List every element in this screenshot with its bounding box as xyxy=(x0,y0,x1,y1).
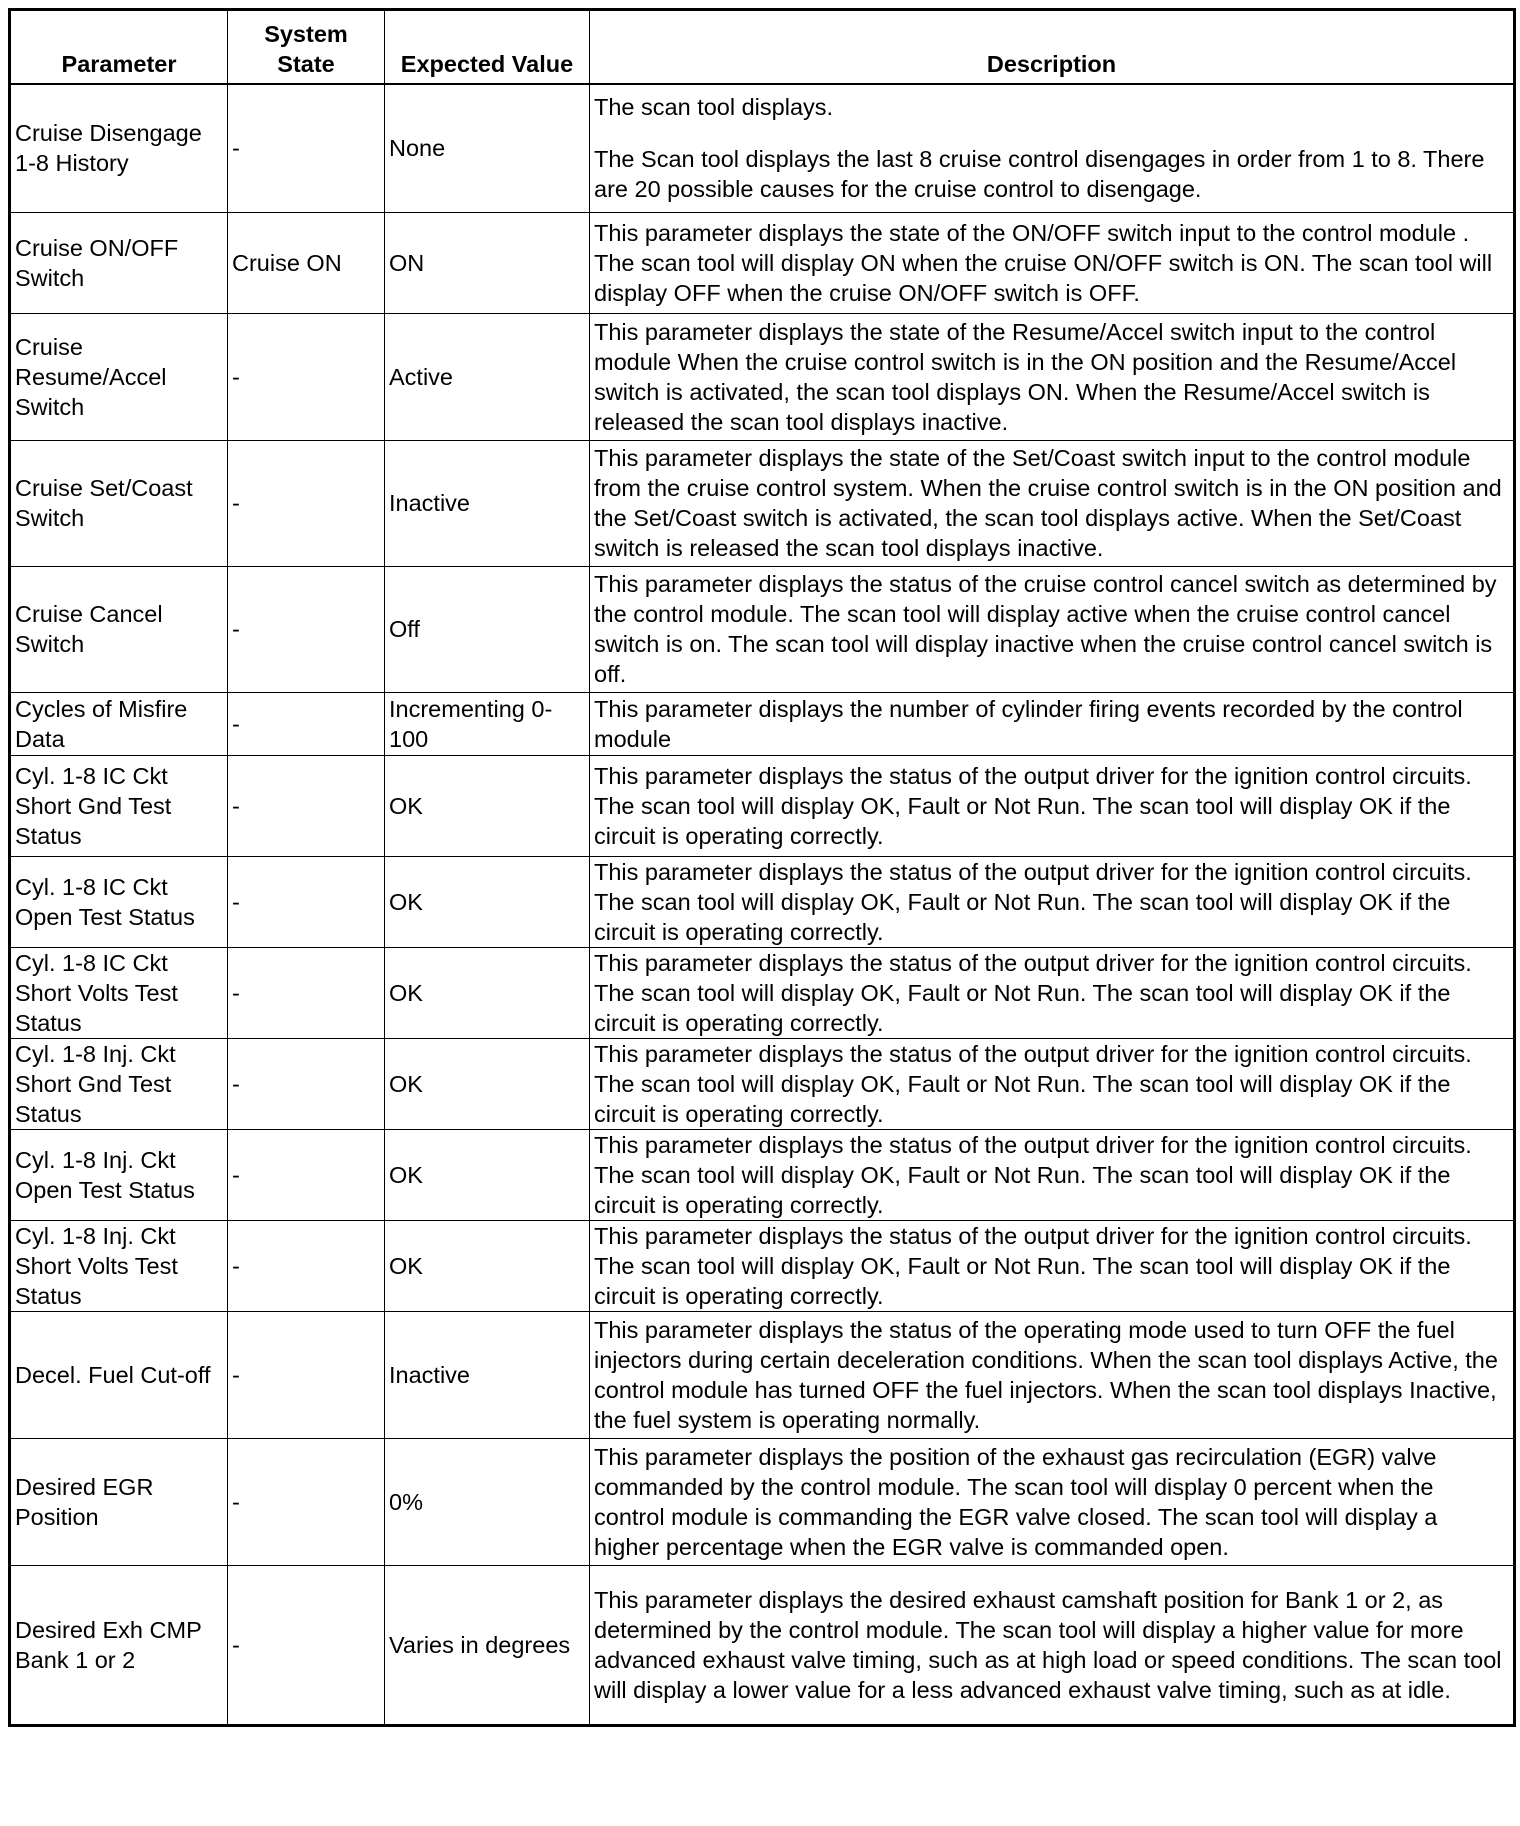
document-page xyxy=(8,8,1516,1727)
header-description: Description xyxy=(590,10,1515,85)
table-row xyxy=(10,313,1515,440)
table-body xyxy=(10,84,1515,1725)
description-cell xyxy=(590,1038,1515,1129)
description-paragraph: This parameter displays the status of the output driver for the ignition control circuits. The scan tool will display OK, Fault or Not Run. The scan tool will display OK if the circuit is operating correctly. xyxy=(594,858,1472,945)
parameter-cell: Cruise Cancel Switch xyxy=(10,566,228,692)
parameter-cell: Cyl. 1-8 IC Ckt Short Volts Test Status xyxy=(10,947,228,1038)
system-state-cell: - xyxy=(228,1565,385,1725)
system-state-cell: - xyxy=(228,947,385,1038)
header-expected-value: Expected Value xyxy=(385,10,590,85)
description-cell xyxy=(590,856,1515,947)
parameter-cell: Cyl. 1-8 IC Ckt Short Gnd Test Status xyxy=(10,755,228,856)
description-paragraph: The scan tool displays. xyxy=(594,94,834,121)
description-paragraph: This parameter displays the status of the output driver for the ignition control circuits. The scan tool will display OK, Fault or Not Run. The scan tool will display OK if the circuit is operating correctly. xyxy=(594,1040,1472,1127)
description-cell xyxy=(590,1565,1515,1725)
description-paragraph: This parameter displays the state of the ON/OFF switch input to the control module . The scan tool will display ON when the cruise ON/OFF switch is ON. The scan tool will display OFF when the cruise ON/OFF switch is OFF. xyxy=(594,219,1493,306)
table-header xyxy=(10,10,1515,85)
parameter-cell: Desired EGR Position xyxy=(10,1438,228,1565)
table-row xyxy=(10,1438,1515,1565)
table-row xyxy=(10,755,1515,856)
description-paragraph: This parameter displays the desired exhaust camshaft position for Bank 1 or 2, as determined by the control module. The scan tool will display a higher value for more advanced exhaust valve timing, such as at high load or speed conditions. The scan tool will display a lower value for a less advanced exhaust valve timing, such as at idle. xyxy=(594,1586,1502,1703)
expected-value-cell: OK xyxy=(385,947,590,1038)
parameter-cell: Cyl. 1-8 Inj. Ckt Open Test Status xyxy=(10,1129,228,1220)
parameter-cell: Cruise ON/OFF Switch xyxy=(10,212,228,313)
table-row xyxy=(10,212,1515,313)
description-cell xyxy=(590,692,1515,755)
table-row xyxy=(10,1038,1515,1129)
system-state-cell: - xyxy=(228,1438,385,1565)
parameter-cell: Desired Exh CMP Bank 1 or 2 xyxy=(10,1565,228,1725)
parameter-cell: Cruise Set/Coast Switch xyxy=(10,440,228,566)
expected-value-cell: OK xyxy=(385,856,590,947)
parameter-cell: Cyl. 1-8 Inj. Ckt Short Volts Test Status xyxy=(10,1220,228,1311)
parameter-cell: Cruise Resume/Accel Switch xyxy=(10,313,228,440)
description-paragraph: This parameter displays the state of the Set/Coast switch input to the control module from the cruise control system. When the cruise control switch is in the ON position and the Set/Coast switch is activated, the scan tool displays active. When the Set/Coast switch is released the scan tool displays inactive. xyxy=(594,445,1502,561)
system-state-cell: Cruise ON xyxy=(228,212,385,313)
parameter-cell: Cyl. 1-8 Inj. Ckt Short Gnd Test Status xyxy=(10,1038,228,1129)
expected-value-cell: Varies in degrees xyxy=(385,1565,590,1725)
system-state-cell: - xyxy=(228,755,385,856)
system-state-cell: - xyxy=(228,1220,385,1311)
description-paragraph: This parameter displays the status of the output driver for the ignition control circuits. The scan tool will display OK, Fault or Not Run. The scan tool will display OK if the circuit is operating correctly. xyxy=(594,1222,1472,1309)
expected-value-cell: None xyxy=(385,84,590,212)
description-cell xyxy=(590,440,1515,566)
header-row xyxy=(10,10,1515,85)
parameter-cell: Cycles of Misfire Data xyxy=(10,692,228,755)
description-paragraph: This parameter displays the number of cylinder firing events recorded by the control module xyxy=(594,695,1463,752)
description-paragraph: This parameter displays the status of the operating mode used to turn OFF the fuel injectors during certain deceleration conditions. When the scan tool displays Active, the control module has turned OFF the fuel injectors. When the scan tool displays Inactive, the fuel system is operating normally. xyxy=(594,1316,1498,1433)
system-state-cell: - xyxy=(228,313,385,440)
description-paragraph: This parameter displays the status of the output driver for the ignition control circuits. The scan tool will display OK, Fault or Not Run. The scan tool will display OK if the circuit is operating correctly. xyxy=(594,762,1472,849)
parameter-cell: Cyl. 1-8 IC Ckt Open Test Status xyxy=(10,856,228,947)
description-cell xyxy=(590,1129,1515,1220)
table-row xyxy=(10,1565,1515,1725)
table-row xyxy=(10,1311,1515,1438)
table-row xyxy=(10,440,1515,566)
header-parameter: Parameter xyxy=(10,10,228,85)
description-cell xyxy=(590,212,1515,313)
parameter-table xyxy=(8,8,1516,1727)
expected-value-cell: Off xyxy=(385,566,590,692)
expected-value-cell: OK xyxy=(385,755,590,856)
description-cell xyxy=(590,947,1515,1038)
description-paragraph: This parameter displays the status of the output driver for the ignition control circuits. The scan tool will display OK, Fault or Not Run. The scan tool will display OK if the circuit is operating correctly. xyxy=(594,1131,1472,1218)
expected-value-cell: Incrementing 0-100 xyxy=(385,692,590,755)
header-system-state: System State xyxy=(228,10,385,85)
expected-value-cell: 0% xyxy=(385,1438,590,1565)
expected-value-cell: OK xyxy=(385,1038,590,1129)
description-cell xyxy=(590,755,1515,856)
description-cell xyxy=(590,1220,1515,1311)
table-row xyxy=(10,692,1515,755)
expected-value-cell: OK xyxy=(385,1129,590,1220)
system-state-cell: - xyxy=(228,440,385,566)
description-paragraph: This parameter displays the status of the output driver for the ignition control circuits. The scan tool will display OK, Fault or Not Run. The scan tool will display OK if the circuit is operating correctly. xyxy=(594,949,1472,1036)
parameter-cell: Cruise Disengage 1-8 History xyxy=(10,84,228,212)
system-state-cell: - xyxy=(228,856,385,947)
expected-value-cell: ON xyxy=(385,212,590,313)
table-row xyxy=(10,856,1515,947)
system-state-cell: - xyxy=(228,1129,385,1220)
description-cell xyxy=(590,566,1515,692)
expected-value-cell: Inactive xyxy=(385,1311,590,1438)
description-paragraph: The Scan tool displays the last 8 cruise control disengages in order from 1 to 8. There are 20 possible causes for the cruise control to disengage. xyxy=(594,146,1485,203)
system-state-cell: - xyxy=(228,1038,385,1129)
system-state-cell: - xyxy=(228,692,385,755)
parameter-cell: Decel. Fuel Cut-off xyxy=(10,1311,228,1438)
description-paragraph: This parameter displays the status of the cruise control cancel switch as determined by the control module. The scan tool will display active when the cruise control cancel switch is on. The scan tool will display inactive when the cruise control cancel switch is off. xyxy=(594,571,1497,687)
description-paragraph: This parameter displays the position of the exhaust gas recirculation (EGR) valve commanded by the control module. The scan tool will display 0 percent when the control module is commanding the EGR valve closed. The scan tool will display a higher percentage when the EGR valve is commanded open. xyxy=(594,1443,1438,1560)
expected-value-cell: Active xyxy=(385,313,590,440)
description-cell xyxy=(590,1438,1515,1565)
expected-value-cell: OK xyxy=(385,1220,590,1311)
description-cell xyxy=(590,313,1515,440)
system-state-cell: - xyxy=(228,566,385,692)
table-row xyxy=(10,1129,1515,1220)
table-row xyxy=(10,947,1515,1038)
description-cell xyxy=(590,1311,1515,1438)
description-paragraph: This parameter displays the state of the Resume/Accel switch input to the control module When the cruise control switch is in the ON position and the Resume/Accel switch is activated, the scan tool displays ON. When the Resume/Accel switch is released the scan tool displays inactive. xyxy=(594,318,1457,435)
table-row xyxy=(10,566,1515,692)
system-state-cell: - xyxy=(228,84,385,212)
expected-value-cell: Inactive xyxy=(385,440,590,566)
table-row xyxy=(10,84,1515,212)
table-row xyxy=(10,1220,1515,1311)
description-cell xyxy=(590,84,1515,212)
system-state-cell: - xyxy=(228,1311,385,1438)
